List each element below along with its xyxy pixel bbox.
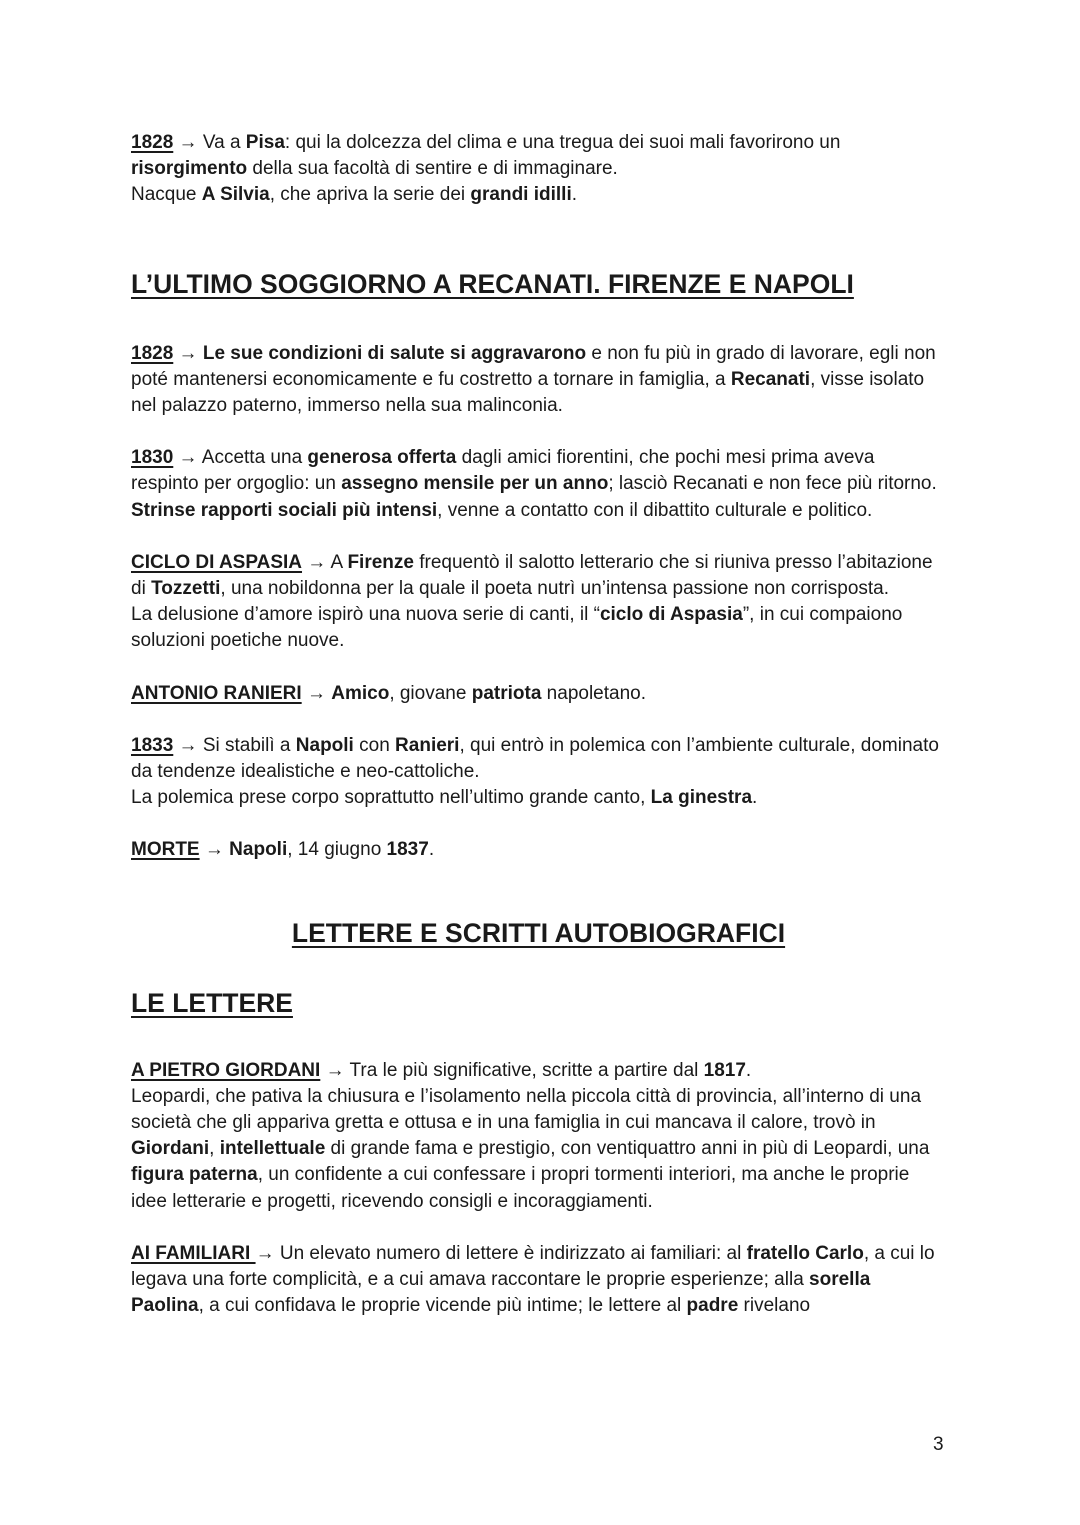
bold-text: patriota — [471, 682, 542, 704]
paragraph — [131, 498, 946, 524]
text-run: di grande fama e prestigio, con ventiquattro anni in più di Leopardi, una — [325, 1138, 930, 1160]
bold-text: Napoli — [295, 734, 354, 756]
paragraph — [131, 341, 946, 420]
text-run: → Un elevato numero di lettere è indirizzato ai familiari: al — [255, 1242, 747, 1264]
text-run: Leopardi, che pativa la chiusura e l’isolamento nella piccola città di provincia, all’interno di una società che gli appariva gretta e ottusa e in una famiglia in cui mancava il calore, trovò in — [131, 1085, 922, 1134]
text-run: , venne a contatto con il dibattito culturale e politico. — [437, 499, 873, 521]
bold-text: intellettuale — [219, 1138, 326, 1160]
document-body — [131, 130, 946, 1319]
paragraph-gap — [131, 1215, 946, 1241]
bold-text: grandi idilli — [470, 184, 572, 206]
paragraph-gap — [131, 707, 946, 733]
text-run: , qui entrò in polemica con l’ambiente culturale, dominato da tendenze idealistiche e neo-cattoliche. — [131, 734, 939, 783]
paragraph — [131, 1058, 946, 1084]
paragraph-label: 1830 — [131, 447, 174, 469]
page-number: 3 — [933, 1434, 944, 1455]
bold-text: La ginestra — [650, 787, 753, 809]
bold-text: Amico — [331, 682, 390, 704]
text-run: napoletano. — [541, 682, 646, 704]
bold-text: Napoli — [229, 839, 288, 861]
paragraph — [131, 1084, 946, 1215]
paragraph — [131, 1241, 946, 1320]
text-run: e non fu più in grado di lavorare, egli non poté mantenersi economicamente e fu costretto a tornare in famiglia, a — [131, 342, 936, 390]
bold-text: figura paterna — [131, 1164, 258, 1186]
paragraph-gap — [131, 419, 946, 445]
text-run: Nacque — [131, 184, 202, 206]
bold-text: A Silvia — [201, 184, 270, 206]
paragraph — [131, 550, 946, 602]
section-heading: LE LETTERE — [131, 987, 293, 1018]
text-run: , un confidente a cui confessare i propri tormenti interiori, ma anche le proprie idee letterarie e progetti, ricevendo consigli e incoraggiamenti. — [131, 1164, 910, 1212]
paragraph-label: A PIETRO GIORDANI — [131, 1059, 321, 1081]
text-run: La delusione d’amore ispirò una nuova serie di canti, il “ — [131, 604, 600, 626]
bold-text: fratello Carlo — [746, 1242, 864, 1264]
text-run: frequentò il salotto letterario che si riuniva presso l’abitazione di — [131, 551, 933, 600]
bold-text: sorella Paolina — [131, 1269, 871, 1317]
paragraph — [131, 445, 946, 497]
text-run: della sua facoltà di sentire e di immaginare. — [247, 158, 618, 180]
paragraph-label: ANTONIO RANIERI — [131, 682, 302, 704]
bold-text: Le sue condizioni di salute si aggravarono — [202, 342, 587, 364]
text-run: → — [301, 682, 332, 704]
bold-text: Tozzetti — [151, 578, 221, 600]
section-heading: LETTERE E SCRITTI AUTOBIOGRAFICI — [291, 917, 786, 948]
bold-text: 1817 — [703, 1059, 746, 1081]
text-run: → — [199, 839, 230, 861]
paragraph — [131, 733, 946, 785]
bold-text: Firenze — [347, 551, 414, 573]
bold-text: Strinse rapporti sociali più intensi — [131, 499, 438, 521]
text-run: , una nobildonna per la quale il poeta nutrì un’intensa passione non corrisposta. — [220, 578, 890, 600]
paragraph-label: 1833 — [131, 734, 174, 756]
paragraph — [131, 130, 946, 182]
paragraph-gap — [131, 811, 946, 837]
text-run: , — [209, 1138, 220, 1160]
text-run: . — [745, 1059, 752, 1081]
text-run: , visse isolato nel palazzo paterno, immerso nella sua malinconia. — [131, 368, 925, 417]
text-run: → Accetta una — [173, 447, 308, 469]
paragraph-label: CICLO DI ASPASIA — [131, 551, 303, 573]
text-run: , a cui confidava le proprie vicende più intime; le lettere al — [198, 1295, 687, 1317]
bold-text: risorgimento — [131, 158, 248, 180]
text-run: , giovane — [389, 682, 472, 704]
text-run: , a cui lo legava una forte complicità, e a cui amava raccontare le proprie esperienze; alla — [131, 1242, 935, 1291]
paragraph-label: 1828 — [131, 342, 174, 364]
bold-text: Pisa — [245, 132, 285, 153]
section-heading: L’ULTIMO SOGGIORNO A RECANATI. FIRENZE E NAPOLI — [131, 268, 854, 299]
text-run: → — [173, 342, 203, 364]
paragraph — [131, 182, 946, 208]
text-run: . — [428, 839, 435, 861]
text-run: → Va a — [173, 132, 246, 153]
bold-text: Ranieri — [395, 734, 460, 756]
bold-text: 1837 — [386, 839, 429, 861]
text-run: . — [752, 787, 758, 809]
paragraph-gap — [131, 524, 946, 550]
text-run: → Tra le più significative, scritte a partire dal — [320, 1059, 704, 1081]
text-run: , 14 giugno — [287, 839, 387, 861]
paragraph — [131, 602, 946, 654]
text-run: ”, in cui compaiono soluzioni poetiche nuove. — [131, 604, 903, 652]
text-run: → A — [302, 551, 348, 573]
text-run: dagli amici fiorentini, che pochi mesi prima aveva respinto per orgoglio: un — [131, 447, 875, 495]
paragraph-label: 1828 — [131, 132, 174, 153]
bold-text: ciclo di Aspasia — [599, 604, 743, 626]
text-run: , che apriva la serie dei — [269, 184, 471, 206]
paragraph-gap — [131, 655, 946, 681]
text-run: → Si stabilì a — [173, 734, 296, 756]
paragraph — [131, 785, 946, 811]
paragraph-label: AI FAMILIARI — [131, 1242, 256, 1264]
text-run: rivelano — [738, 1295, 811, 1317]
paragraph — [131, 837, 946, 863]
bold-text: assegno mensile per un anno — [341, 473, 609, 495]
paragraph-label: MORTE — [131, 839, 200, 861]
text-run: . — [571, 184, 578, 206]
bold-text: generosa offerta — [307, 447, 457, 469]
text-run: : qui la dolcezza del clima e una tregua dei suoi mali favorirono un — [284, 132, 841, 153]
text-run: con — [353, 734, 396, 756]
text-run: La polemica prese corpo soprattutto nell’ultimo grande canto, — [131, 787, 651, 809]
bold-text: padre — [686, 1295, 739, 1317]
bold-text: Giordani — [131, 1138, 210, 1160]
text-run: ; lasciò Recanati e non fece più ritorno. — [608, 473, 937, 495]
paragraph — [131, 681, 946, 707]
bold-text: Recanati — [730, 368, 811, 390]
